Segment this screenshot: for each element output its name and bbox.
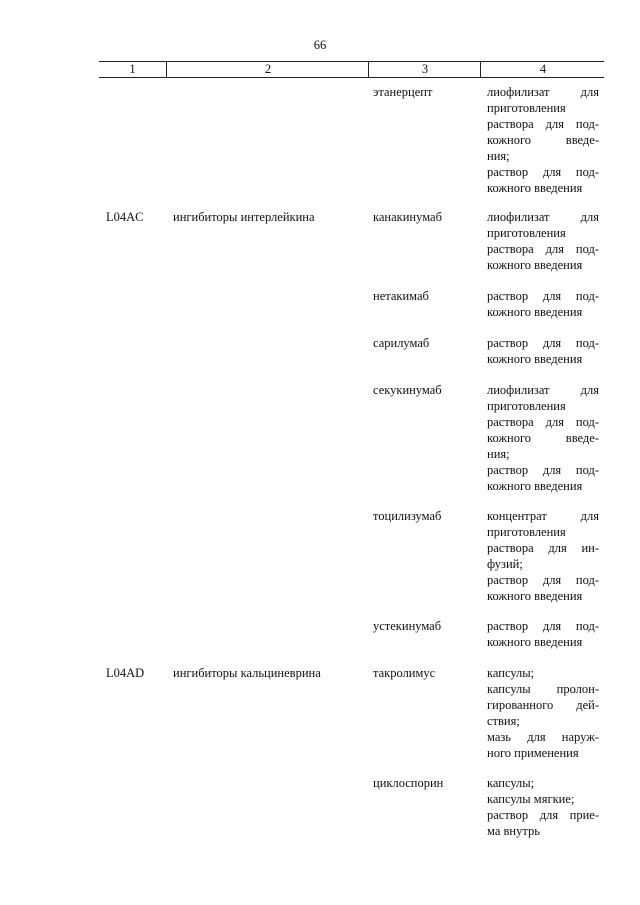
dosage-form-line: ния; [487,149,510,163]
dosage-form-line: кожного введения [487,305,583,319]
dosage-form [487,508,599,604]
dosage-form-line: приготовления [487,101,566,115]
dosage-form-line: кожного введения [487,258,583,272]
dosage-form-line: раствор для под- [487,336,599,350]
dosage-form [487,335,599,367]
dosage-form-line: кожного введе- [487,133,599,147]
dosage-form-line: раствора для под- [487,415,599,429]
header-col-4: 4 [480,62,605,77]
dosage-form-line: капсулы мягкие; [487,792,575,806]
drug-name: тоцилизумаб [373,509,442,523]
header-col-3: 3 [368,62,481,77]
dosage-form [487,665,599,761]
atc-code: L04AC [106,210,144,224]
dosage-form-line: раствор для прие- [487,808,599,822]
dosage-form-line: раствора для под- [487,117,599,131]
dosage-form-line: раствор для под- [487,463,599,477]
dosage-form-line: гированного дей- [487,698,599,712]
dosage-form-line: раствор для под- [487,165,599,179]
dosage-form-line: ма внутрь [487,824,540,838]
dosage-form-line: мазь для наруж- [487,730,599,744]
drug-name: такролимус [373,666,436,680]
header-col-1: 1 [129,62,136,76]
dosage-form [487,84,599,196]
dosage-form [487,209,599,273]
dosage-form-line: раствор для под- [487,573,599,587]
dosage-form-line: приготовления [487,399,566,413]
dosage-form-line: приготовления [487,525,566,539]
dosage-form-line: раствор для под- [487,289,599,303]
dosage-form-line: лиофилизат для [487,210,599,224]
dosage-form-line: кожного введения [487,479,583,493]
dosage-form-line: ния; [487,447,510,461]
pharmacological-group: ингибиторы кальциневрина [173,666,321,680]
dosage-form-line: ного применения [487,746,579,760]
dosage-form-line: кожного введения [487,352,583,366]
drug-name: секукинумаб [373,383,442,397]
dosage-form-line: капсулы; [487,776,535,790]
pharmacological-group: ингибиторы интерлейкина [173,210,315,224]
dosage-form-line: раствора для под- [487,242,599,256]
table-header [99,61,604,78]
drug-name: этанерцепт [373,85,433,99]
dosage-form-line: ствия; [487,714,520,728]
dosage-form-line: лиофилизат для [487,85,599,99]
drug-name: устекинумаб [373,619,442,633]
atc-code: L04AD [106,666,145,680]
dosage-form-line: кожного введения [487,181,583,195]
dosage-form-line: раствор для под- [487,619,599,633]
dosage-form [487,775,599,839]
dosage-form-line: капсулы пролон- [487,682,599,696]
dosage-form-line: концентрат для [487,509,599,523]
dosage-form-line: раствора для ин- [487,541,599,555]
dosage-form [487,618,599,650]
dosage-form [487,288,599,320]
drug-name: сарилумаб [373,336,430,350]
dosage-form-line: кожного введения [487,635,583,649]
header-col-2: 2 [166,62,369,77]
dosage-form-line: кожного введения [487,589,583,603]
dosage-form [487,382,599,494]
dosage-form-line: фузий; [487,557,523,571]
dosage-form-line: лиофилизат для [487,383,599,397]
drug-name: канакинумаб [373,210,442,224]
dosage-form-line: капсулы; [487,666,535,680]
dosage-form-line: кожного введе- [487,431,599,445]
drug-name: циклоспорин [373,776,444,790]
page-number: 66 [313,38,327,52]
dosage-form-line: приготовления [487,226,566,240]
drug-name: нетакимаб [373,289,429,303]
